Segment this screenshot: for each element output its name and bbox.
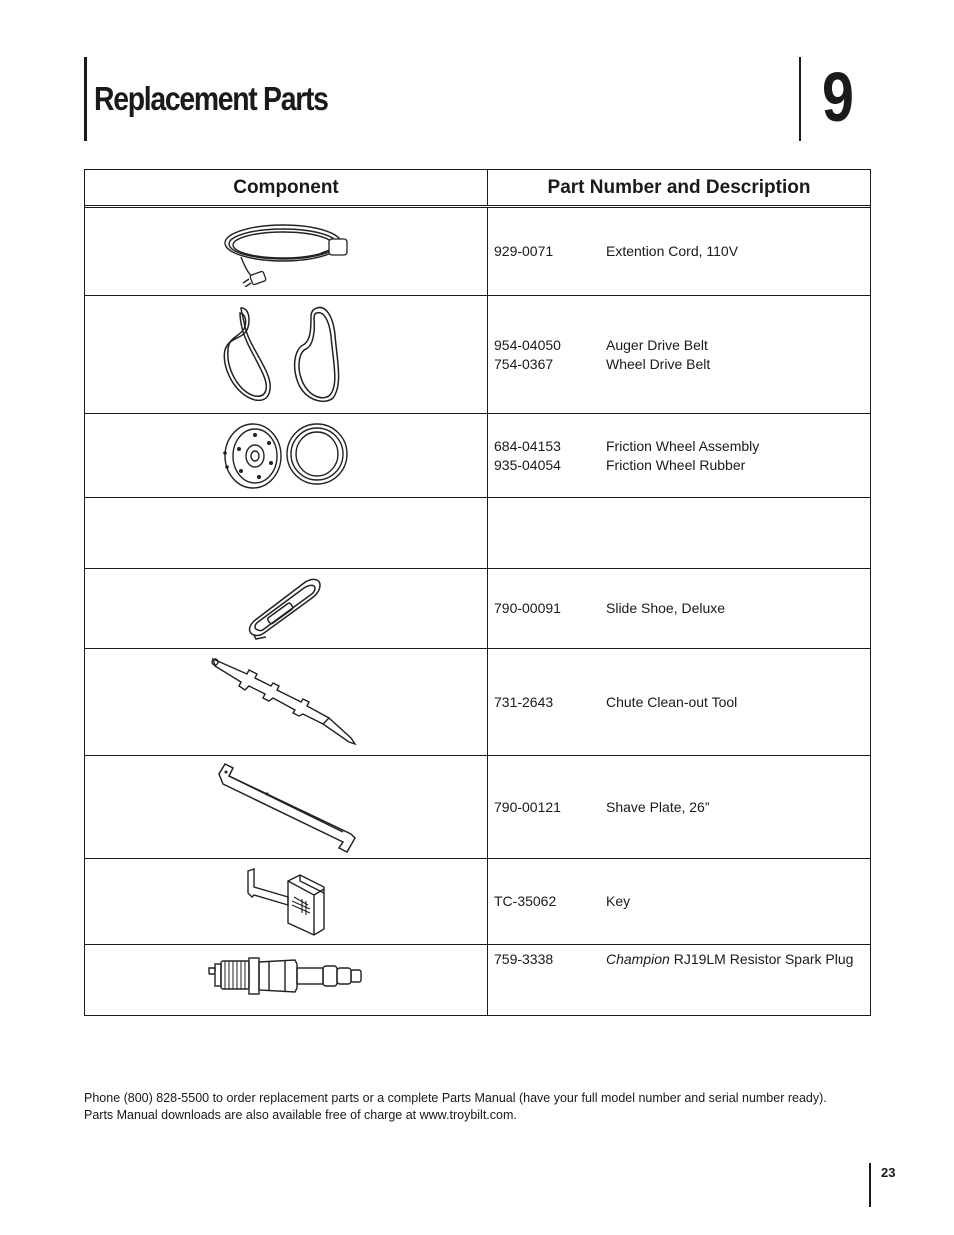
table-row xyxy=(85,208,870,296)
part-cell xyxy=(488,649,870,755)
part-line xyxy=(494,950,870,969)
brand-name: Champion xyxy=(606,951,670,967)
part-line xyxy=(494,693,870,712)
chute-clean-out-tool-icon xyxy=(211,656,361,748)
component-cell xyxy=(85,498,488,568)
component-cell xyxy=(85,859,488,944)
shave-plate-icon xyxy=(215,760,357,854)
part-description: Friction Wheel Rubber xyxy=(606,456,746,473)
part-line xyxy=(494,242,870,261)
drive-belts-icon xyxy=(221,305,351,405)
part-number: 935-04054 xyxy=(494,456,561,473)
part-number: 731-2643 xyxy=(494,693,554,710)
key-icon xyxy=(244,867,328,937)
part-description-text: RJ19LM Resistor Spark Plug xyxy=(669,951,854,967)
part-cell xyxy=(488,756,870,858)
part-description xyxy=(606,950,853,969)
table-row xyxy=(85,649,870,756)
part-number: 684-04153 xyxy=(494,437,561,454)
part-cell xyxy=(488,945,870,1015)
part-cell xyxy=(488,498,870,568)
part-cell xyxy=(488,296,870,413)
part-number: 790-00091 xyxy=(494,600,561,616)
title-rule xyxy=(84,57,87,141)
footer-note xyxy=(84,1090,827,1124)
component-cell xyxy=(85,208,488,295)
part-line xyxy=(494,892,870,911)
part-description: Extention Cord, 110V xyxy=(606,243,739,259)
table-row xyxy=(85,414,870,498)
part-description: Shave Plate, 26” xyxy=(606,798,710,815)
parts-table xyxy=(84,169,871,1016)
component-cell xyxy=(85,569,488,648)
table-row xyxy=(85,296,870,414)
component-cell xyxy=(85,414,488,497)
part-line xyxy=(494,336,870,355)
part-cell xyxy=(488,208,870,295)
table-row xyxy=(85,756,870,859)
part-line xyxy=(494,798,870,817)
part-description: Wheel Drive Belt xyxy=(606,355,711,372)
spark-plug-icon xyxy=(207,954,365,1006)
footer-line: Phone (800) 828-5500 to order replacement parts or a complete Parts Manual (have your full model number and serial number ready). xyxy=(84,1091,827,1105)
page-number-rule xyxy=(869,1163,871,1207)
part-number: 759-3338 xyxy=(494,951,554,967)
footer-line: Parts Manual downloads are also available free of charge at www.troybilt.com. xyxy=(84,1108,517,1122)
part-description: Friction Wheel Assembly xyxy=(606,437,760,454)
table-row-empty xyxy=(85,498,870,569)
page-number: 23 xyxy=(881,1165,896,1180)
part-cell xyxy=(488,569,870,648)
part-description: Key xyxy=(606,893,631,909)
part-description: Auger Drive Belt xyxy=(606,336,708,353)
component-cell xyxy=(85,649,488,755)
table-row xyxy=(85,859,870,945)
part-number: TC-35062 xyxy=(494,893,557,909)
chapter-number: 9 xyxy=(822,58,854,136)
part-line xyxy=(494,437,870,456)
header-part: Part Number and Description xyxy=(547,176,811,198)
part-description: Slide Shoe, Deluxe xyxy=(606,600,726,616)
friction-wheel-icon xyxy=(221,421,351,491)
component-cell xyxy=(85,296,488,413)
part-cell xyxy=(488,859,870,944)
table-row xyxy=(85,569,870,649)
table-row xyxy=(85,945,870,1015)
part-number: 954-04050 xyxy=(494,336,561,353)
part-line xyxy=(494,355,870,374)
page-title: Replacement Parts xyxy=(94,80,328,117)
part-number: 929-0071 xyxy=(494,243,554,259)
header-component: Component xyxy=(85,170,488,205)
part-number: 754-0367 xyxy=(494,355,554,372)
component-cell xyxy=(85,756,488,858)
slide-shoe-icon xyxy=(246,577,326,641)
table-header xyxy=(85,170,870,206)
part-cell xyxy=(488,414,870,497)
part-line xyxy=(494,456,870,475)
part-line xyxy=(494,599,870,618)
part-description: Chute Clean-out Tool xyxy=(606,693,738,710)
extension-cord-icon xyxy=(221,217,351,287)
chapter-rule xyxy=(799,57,801,141)
component-cell xyxy=(85,945,488,1015)
part-number: 790-00121 xyxy=(494,798,561,815)
